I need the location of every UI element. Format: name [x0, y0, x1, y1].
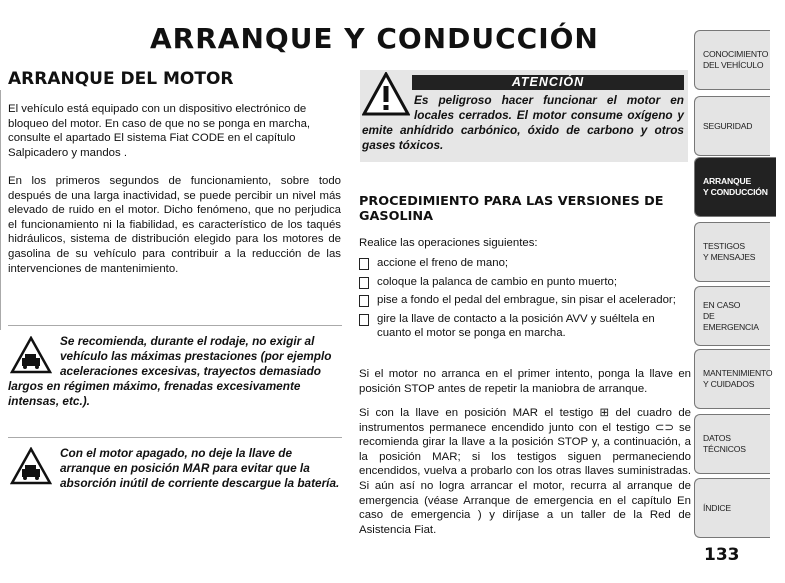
- section-heading-arranque: ARRANQUE DEL MOTOR: [8, 69, 234, 89]
- procedure-intro: Realice las operaciones siguientes:: [359, 237, 538, 249]
- warning-title: ATENCIÓN: [412, 75, 684, 90]
- tab-arranque-conduccion[interactable]: ARRANQUE Y CONDUCCIÓN: [694, 157, 776, 217]
- tab-en-caso-emergencia[interactable]: EN CASO DE EMERGENCIA: [694, 286, 770, 346]
- left-margin-rule: [0, 90, 1, 330]
- page-number: 133: [704, 545, 740, 565]
- step-item: [359, 293, 691, 308]
- note-2-text: [8, 446, 341, 491]
- left-paragraph-1: El vehículo está equipado con un dispositivo electrónico de bloqueo del motor. En caso de que no se ponga en marcha, consulte el apartado El sistema Fiat CODE en el capítulo Salpicadero y mandos .: [8, 103, 311, 159]
- tab-conocimiento-vehiculo[interactable]: CONOCIMIENTO DEL VEHÍCULO: [694, 30, 770, 90]
- step-item: [359, 256, 691, 271]
- note-2-rule: [8, 437, 342, 438]
- checkbox-bullet-icon: [359, 277, 369, 289]
- note-1-content: Se recomienda, durante el rodaje, no exigir al vehículo las máximas prestaciones (por ejemplo aceleraciones excesivas, trayectos demasiado largos en régimen máximo, frenadas excesivamente intensas, etc.).: [8, 334, 332, 408]
- step-item: [359, 312, 691, 341]
- tab-mantenimiento-cuidados[interactable]: MANTENIMIENTO Y CUIDADOS: [694, 349, 770, 409]
- note-1-text: [8, 334, 341, 409]
- left-paragraph-2: En los primeros segundos de funcionamiento, sobre todo después de una larga inactividad, se puede percibir un nivel más elevado de ruido en el motor. Dicho fenómeno, que no perjudica el funcionamiento ni la fiabilidad, es característico de los taqués hidráulicos, sistema de distribución elegido para los motores de gasolina de su vehículo para contribuir a la reducción de las intervenciones de mantenimiento.: [8, 175, 341, 275]
- step-text: gire la llave de contacto a la posición AVV y suéltela en cuanto el motor se ponga en marcha.: [377, 312, 655, 340]
- checkbox-bullet-icon: [359, 314, 369, 326]
- tab-datos-tecnicos[interactable]: DATOS TÉCNICOS: [694, 414, 770, 474]
- step-text: accione el freno de mano;: [377, 257, 509, 269]
- checkbox-bullet-icon: [359, 258, 369, 270]
- section-heading-procedimiento: PROCEDIMIENTO PARA LAS VERSIONES DE GASOLINA: [359, 194, 664, 224]
- step-text: pise a fondo el pedal del embrague, sin pisar el acelerador;: [377, 294, 676, 307]
- checkbox-bullet-icon: [359, 295, 369, 307]
- tab-seguridad[interactable]: SEGURIDAD: [694, 96, 770, 156]
- tab-indice[interactable]: ÍNDICE: [694, 478, 770, 538]
- warning-text: [362, 93, 684, 153]
- note-1-rule: [8, 325, 342, 326]
- warning-content: Es peligroso hacer funcionar el motor en locales cerrados. El motor consume oxígeno y emite anhídrido carbónico, óxido de carbono y otros gases tóxicos.: [362, 93, 684, 152]
- right-paragraph-1: Si el motor no arranca en el primer intento, ponga la llave en posición STOP antes de repetir la maniobra de arranque.: [359, 368, 691, 395]
- procedure-steps: [359, 256, 691, 345]
- step-item: [359, 275, 691, 290]
- tab-testigos-mensajes[interactable]: TESTIGOS Y MENSAJES: [694, 222, 770, 282]
- page-title: ARRANQUE Y CONDUCCIÓN: [150, 22, 599, 55]
- right-paragraph-2: Si con la llave en posición MAR el testigo ⊞ del cuadro de instrumentos permanece encendido junto con el testigo ⊂⊃ se recomienda girar la llave a la posición STOP y, a continuación, a la posición MAR; si los testigos siguen permaneciendo encendidos, vuelva a probarlo con los otras llaves suministradas. Si aún así no logra arrancar el motor, recurra al arranque de emergencia (véase Arranque de emergencia en el capítulo En caso de emergencia ) y diríjase a un taller de la Red de Asistencia Fiat.: [359, 407, 691, 536]
- step-text: coloque la palanca de cambio en punto muerto;: [377, 275, 617, 288]
- note-2-content: Con el motor apagado, no deje la llave de arranque en posición MAR para evitar que la absorción inútil de corriente descargue la batería.: [60, 446, 340, 490]
